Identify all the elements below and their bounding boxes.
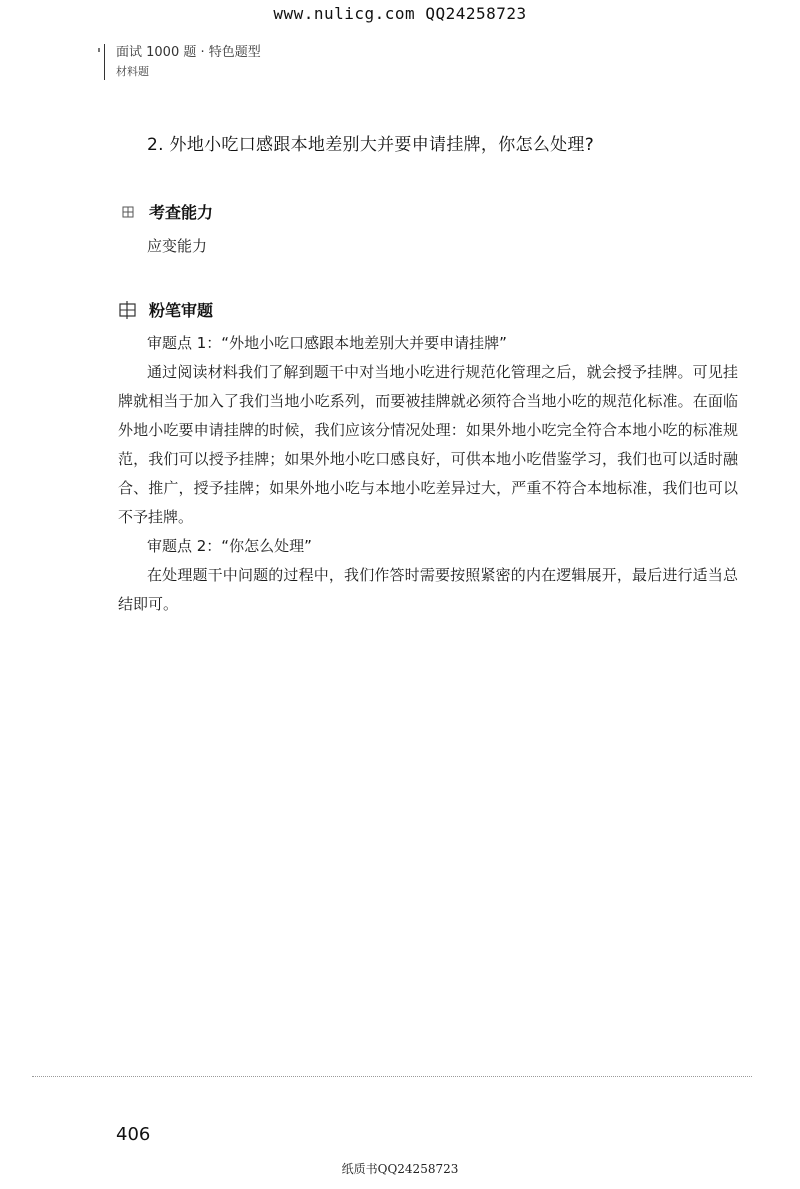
chalk-icon xyxy=(117,300,139,320)
section-title: 材料题 xyxy=(116,65,149,78)
point-2-label: 审题点 2：“你怎么处理” xyxy=(147,537,312,555)
book-title: 面试 1000 题 · 特色题型 xyxy=(116,45,261,60)
analysis-content xyxy=(118,329,738,619)
ability-heading-label: 考查能力 xyxy=(149,203,214,222)
analysis-heading xyxy=(117,298,213,321)
ability-text: 应变能力 xyxy=(147,237,208,255)
margin-tick xyxy=(98,48,100,52)
footer-text: 纸质书QQ24258723 xyxy=(341,1162,459,1176)
question-title: 2. 外地小吃口感跟本地差别大并要申请挂牌，你怎么处理? xyxy=(147,135,595,155)
footer-divider xyxy=(32,1076,752,1077)
watermark-text: www.nulicg.com QQ24258723 xyxy=(273,4,527,23)
point-1-text: 通过阅读材料我们了解到题干中对当地小吃进行规范化管理之后，就会授予挂牌。可见挂牌就相当于加入了我们当地小吃系列，而要被挂牌就必须符合当地小吃的规范化标准。在面临外地小吃要申请挂牌的时候，我们应该分情况处理：如果外地小吃完全符合本地小吃的标准规范，我们可以授予挂牌；如果外地小吃口感良好，可供本地小吃借鉴学习，我们也可以适时融合、推广，授予挂牌；如果外地小吃与本地小吃差异过大，严重不符合本地标准，我们也可以不予挂牌。 xyxy=(118,363,738,526)
page-number: 406 xyxy=(116,1124,151,1145)
ability-heading xyxy=(117,200,213,223)
analysis-heading-label: 粉笔审题 xyxy=(149,301,214,320)
running-head xyxy=(104,44,261,80)
point-2-text: 在处理题干中问题的过程中，我们作答时需要按照紧密的内在逻辑展开，最后进行适当总结即可。 xyxy=(118,566,738,613)
target-icon xyxy=(117,206,139,218)
point-1-label: 审题点 1：“外地小吃口感跟本地差别大并要申请挂牌” xyxy=(147,334,507,352)
